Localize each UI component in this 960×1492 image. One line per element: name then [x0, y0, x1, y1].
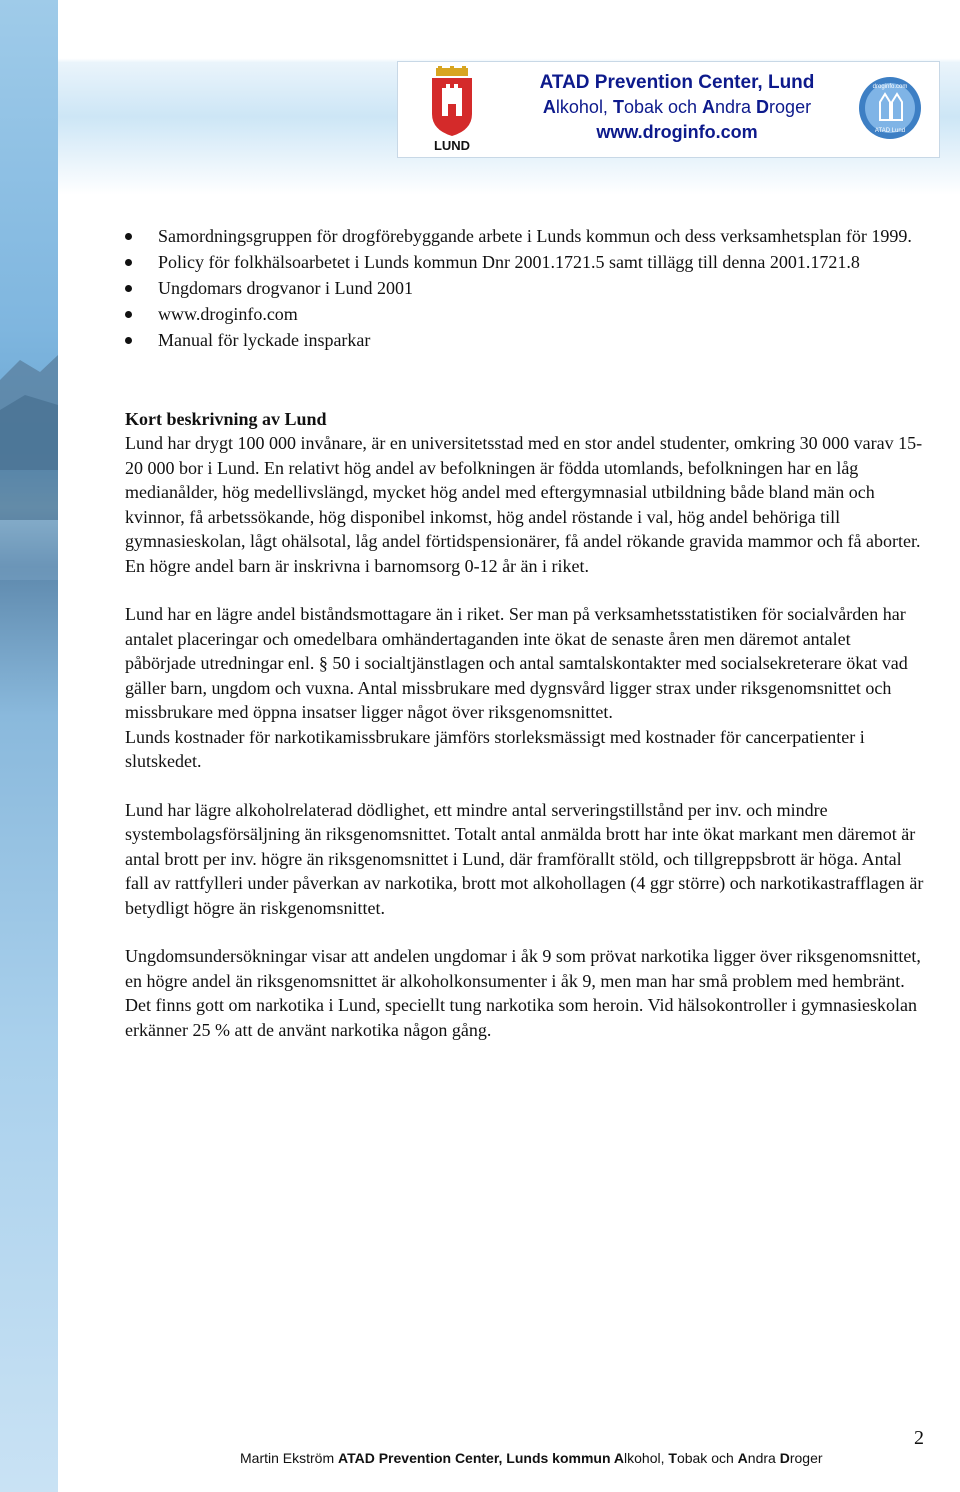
- header-subtitle-segment: ndra: [715, 97, 757, 117]
- lund-logo-label: LUND: [433, 138, 471, 152]
- page-number: 2: [914, 1427, 924, 1449]
- header-subtitle-segment: A: [702, 97, 716, 117]
- footer-segment: lkohol,: [624, 1450, 669, 1466]
- side-decoration-strip: [0, 0, 58, 1492]
- footer-organization: [334, 1450, 822, 1466]
- list-item: Manual för lyckade insparkar: [125, 328, 925, 353]
- header-subtitle-segment: T: [612, 97, 624, 117]
- paragraph-social-services: Lund har en lägre andel biståndsmottagare än i riket. Ser man på verksamhetsstatistiken för socialvården har antalet placeringar och omedelbara omhändertaganden inte ökat de senaste åren men däremot antalet påbörjade utredningar enl. § 50 i socialtjänstlagen och antal samtalskontakter med socialsekreterare ökat vad gäller barn, ungdom och vuxna. Antal missbrukare med dygnsvård ligger strax under riksgenomsnittet och missbrukare med öppna insatser ligger något över riksgenomsnittet.: [125, 604, 908, 722]
- header-text-block: [512, 70, 842, 145]
- lund-emblem-icon: [422, 66, 482, 152]
- reference-list: [125, 224, 925, 353]
- header-subtitle-segment: lkohol,: [555, 97, 613, 117]
- list-item: Ungdomars drogvanor i Lund 2001: [125, 276, 925, 301]
- droginfo-logo-icon: [858, 76, 922, 140]
- header-subtitle: [512, 95, 842, 120]
- header-subtitle-segment: A: [542, 97, 556, 117]
- section-heading: Kort beskrivning av Lund: [125, 409, 327, 429]
- header-subtitle-segment: D: [756, 97, 770, 117]
- header-subtitle-segment: obak och: [623, 97, 703, 117]
- footer-segment: D: [779, 1450, 790, 1466]
- footer-segment: ATAD Prevention Center, Lunds kommun: [338, 1450, 614, 1466]
- footer-segment: A: [737, 1450, 748, 1466]
- header-url-link[interactable]: www.droginfo.com: [596, 122, 758, 142]
- landscape-decoration: [0, 0, 58, 1492]
- footer-author: Martin Ekström: [240, 1450, 335, 1466]
- footer-segment: T: [668, 1450, 677, 1466]
- header-subtitle-segment: roger: [769, 97, 812, 117]
- page-footer: [240, 1450, 880, 1466]
- header-title: ATAD Prevention Center, Lund: [539, 72, 815, 93]
- footer-segment: obak och: [676, 1450, 738, 1466]
- list-item: www.droginfo.com: [125, 302, 925, 327]
- footer-segment: ndra: [747, 1450, 780, 1466]
- footer-segment: A: [613, 1450, 625, 1466]
- paragraph-population: Lund har drygt 100 000 invånare, är en universitetsstad med en stor andel studenter, omkring 30 000 varav 15-20 000 bor i Lund. En relativt hög andel av befolkningen är födda utomlands, befolkningen har en låg medianålder, hög medellivslängd, mycket hög andel med eftergymnasial utbildning både bland män och kvinnor, få arbetssökande, hög disponibel inkomst, hög andel röstande i val, hög andel behöriga till gymnasieskolan, lågt ohälsotal, låg andel förtidspensionärer, få andel rökande gravida mammor och få aborter. En högre andel barn är inskrivna i barnomsorg 0-12 år än i riket.: [125, 433, 923, 576]
- list-item: Policy för folkhälsoarbetet i Lunds kommun Dnr 2001.1721.5 samt tillägg till denna 2001.1721.8: [125, 250, 925, 275]
- paragraph-alcohol-crime: Lund har lägre alkoholrelaterad dödlighet, ett mindre antal serveringstillstånd per inv. och mindre systembolagsförsäljning än riksgenomsnittet. Totalt antal anmälda brott har inte ökat markant men däremot är antal brott per inv. högre än riksgenomsnittet i Lund, där framförallt stöld, och tillgreppsbrott är höga. Antal fall av rattfylleri under påverkan av narkotika, brott mot alkohollagen (4 ggr större) och narkotikastrafflagen är betydligt högre än riskgenomsnittet.: [125, 799, 924, 918]
- paragraph-costs: Lunds kostnader för narkotikamissbrukare jämförs storleksmässigt med kostnader för cancerpatienter i slutskedet.: [125, 726, 865, 771]
- droginfo-logo-subtext: ATAD Lund: [874, 128, 906, 134]
- header-box: [397, 61, 940, 158]
- footer-segment: roger: [789, 1450, 823, 1466]
- paragraph-youth-survey: Ungdomsundersökningar visar att andelen ungdomar i åk 9 som prövat narkotika ligger över riksgenomsnittet, en högre andel än riksgenomsnittet är alkoholkonsumenter i åk 9, men man har små problem med hembränt. Det finns gott om narkotika i Lund, speciellt tung narkotika som heroin. Vid hälsokontroller i gymnasieskolan erkänner 25 % att de använt narkotika någon gång.: [125, 946, 921, 1040]
- document-body: [125, 224, 925, 1042]
- list-item: Samordningsgruppen för drogförebyggande arbete i Lunds kommun och dess verksamhetsplan för 1999.: [125, 224, 925, 249]
- droginfo-logo-text: droginfo.com: [872, 84, 908, 90]
